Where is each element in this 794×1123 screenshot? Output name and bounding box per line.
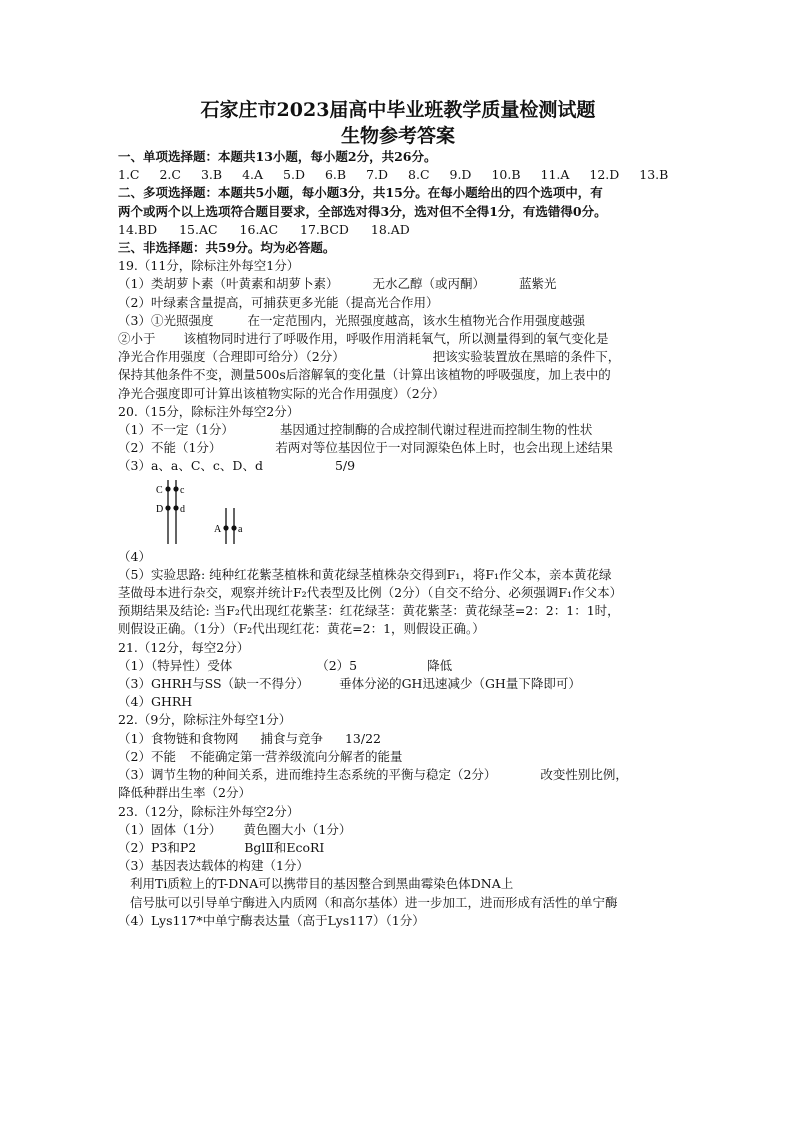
answer: 16.AC — [239, 221, 279, 237]
q19-heading: 19.（11分，除标注外每空1分） — [118, 258, 300, 274]
q20-heading: 20.（15分，除标注外每空2分） — [118, 403, 300, 419]
q23-line: （3）基因表达载体的构建（1分） — [118, 858, 309, 874]
q23-answer: （1）固体（1分） — [118, 821, 222, 837]
q23-answer: （2）P3和P2 — [118, 839, 197, 855]
q22-answer: 捕食与竞争 — [260, 730, 323, 746]
q21-answer: 垂体分泌的GH迅速减少（GH量下降即可） — [339, 676, 581, 692]
q22-line — [118, 748, 678, 766]
q19-answer: 在一定范围内，光照强度越高，该水生植物光合作用强度越强 — [247, 312, 585, 328]
q23-heading: 23.（12分，除标注外每空2分） — [118, 803, 300, 819]
q21-line — [118, 675, 678, 693]
answer: 18.AD — [370, 221, 410, 237]
q23-line: （4）Lys117*中单宁酶表达量（高于Lys117）（1分） — [118, 912, 425, 928]
q22-line: 降低种群出生率（2分） — [118, 785, 251, 801]
q19-line: 净光合强度即可计算出该植物实际的光合作用强度）（2分） — [118, 385, 445, 401]
q21-line: （4）GHRH — [118, 694, 193, 710]
q20-line: （5）实验思路: 纯种红花紫茎植株和黄花绿茎植株杂交得到F₁，将F₁作父本，亲本黄花绿 — [118, 566, 612, 582]
allele-label: C — [156, 484, 163, 496]
q19-answer: （1）类胡萝卜素（叶黄素和胡萝卜素） — [118, 276, 339, 292]
q20-line: （4） — [118, 548, 151, 564]
q19-line — [118, 348, 678, 366]
q23-line: 信号肽可以引导单宁酶进入内质网（和高尔基体）进一步加工，进而形成有活性的单宁酶 — [130, 894, 618, 910]
allele-label: d — [180, 503, 185, 515]
q21-answer: （2）5 — [316, 657, 358, 673]
q22-answer: （3）调节生物的种间关系，进而维持生态系统的平衡与稳定（2分） — [118, 767, 497, 783]
q23-answer: 黄色圈大小（1分） — [243, 821, 352, 837]
q22-answer: 13/22 — [344, 730, 382, 746]
answer: 14.BD — [118, 221, 158, 237]
q22-line — [118, 730, 678, 748]
q20-answer: 5/9 — [334, 458, 356, 474]
answer: 2.C — [159, 167, 181, 183]
q22-answer: 改变性别比例， — [540, 767, 628, 783]
q19-line — [118, 330, 678, 348]
answer: 7.D — [366, 167, 389, 183]
answer: 12.D — [589, 167, 620, 183]
q19-line: （2）叶绿素含量提高，可捕获更多光能（提高光合作用） — [118, 294, 439, 310]
chromosome-diagram — [118, 478, 678, 548]
answer-sheet — [118, 98, 678, 930]
gene-locus-dot — [165, 505, 170, 510]
chromosome-svg — [146, 478, 256, 548]
q21-answer: 降低 — [427, 657, 453, 673]
q23-answer: BglⅡ和EcoRⅠ — [244, 839, 325, 855]
q23-line — [118, 839, 678, 857]
q20-line — [118, 457, 678, 475]
q20-answer: 基因通过控制酶的合成控制代谢过程进而控制生物的性状 — [279, 422, 593, 438]
q23-line: 利用Ti质粒上的T-DNA可以携带目的基因整合到黑曲霉染色体DNA上 — [130, 876, 514, 892]
section-2-heading: 二、多项选择题：本题共5小题，每小题3分，共15分。在每小题给出的四个选项中，有 — [118, 185, 603, 201]
q20-line: 茎做母本进行杂交，观察并统计F₂代表型及比例（2分）（自交不给分、必须强调F₁作父本） — [118, 585, 623, 601]
gene-locus-dot — [173, 486, 178, 491]
page-subtitle: 生物参考答案 — [340, 125, 455, 147]
gene-locus-dot — [165, 486, 170, 491]
q22-answer: （2）不能 — [118, 748, 176, 764]
allele-label: a — [238, 523, 243, 535]
section-2-answers — [118, 221, 678, 239]
q19-line — [118, 275, 678, 293]
q19-answer: 该植物同时进行了呼吸作用，呼吸作用消耗氧气，所以测量得到的氧气变化是 — [183, 331, 609, 347]
answer: 15.AC — [179, 221, 218, 237]
page-title: 石家庄市2023届高中毕业班教学质量检测试题 — [200, 99, 596, 121]
gene-locus-dot — [231, 525, 236, 530]
q23-line — [118, 821, 678, 839]
q21-line — [118, 657, 678, 675]
q19-line: 保持其他条件不变，测量500s后溶解氧的变化量（计算出该植物的呼吸强度，加上表中的 — [118, 367, 611, 383]
answer: 6.B — [324, 167, 347, 183]
q22-answer: 不能确定第一营养级流向分解者的能量 — [189, 748, 403, 764]
answer: 10.B — [491, 167, 521, 183]
q20-line — [118, 421, 678, 439]
answer: 9.D — [449, 167, 472, 183]
allele-label: A — [214, 523, 222, 535]
q19-answer: ②小于 — [118, 331, 156, 347]
gene-locus-dot — [223, 525, 228, 530]
q20-answer: （1）不一定（1分） — [118, 422, 234, 438]
gene-locus-dot — [173, 505, 178, 510]
q21-answer: （3）GHRH与SS（缺一不得分） — [118, 676, 310, 692]
q19-answer: 蓝紫光 — [518, 276, 557, 292]
q19-answer: （3）①光照强度 — [118, 312, 214, 328]
section-1-heading: 一、单项选择题：本题共13小题，每小题2分，共26分。 — [118, 149, 437, 164]
q22-heading: 22.（9分，除标注外每空1分） — [118, 712, 292, 728]
answer: 4.A — [242, 167, 264, 183]
q20-answer: （2）不能（1分） — [118, 440, 222, 456]
q20-answer: （3）a、a、C、c、D、d — [118, 458, 263, 474]
answer: 11.A — [540, 167, 570, 183]
q20-line — [118, 439, 678, 457]
section-1-answers — [118, 166, 678, 184]
q20-line: 则假设正确。（1分）（F₂代出现红花：黄花=2：1，则假设正确。） — [118, 621, 485, 637]
section-2-heading-cont: 两个或两个以上选项符合题目要求，全部选对得3分，选对但不全得1分，有选错得0分。 — [118, 203, 607, 219]
q21-heading: 21.（12分，每空2分） — [118, 639, 250, 655]
answer: 17.BCD — [300, 221, 349, 237]
q19-line — [118, 312, 678, 330]
answer: 1.C — [118, 167, 140, 183]
q20-line: 预期结果及结论: 当F₂代出现红花紫茎：红花绿茎：黄花紫茎：黄花绿茎=2：2：1：1时， — [118, 603, 620, 619]
q22-answer: （1）食物链和食物网 — [118, 730, 239, 746]
answer: 8.C — [408, 167, 430, 183]
section-3-heading: 三、非选择题：共59分。均为必答题。 — [118, 240, 336, 256]
q20-answer: 若两对等位基因位于一对同源染色体上时，也会出现上述结果 — [275, 440, 613, 456]
answer: 13.B — [639, 167, 669, 183]
answer: 5.D — [283, 167, 305, 183]
q21-answer: （1）（特异性）受体 — [118, 657, 233, 673]
allele-label: D — [156, 503, 164, 515]
q22-line — [118, 766, 678, 784]
answer: 3.B — [200, 167, 223, 183]
q19-answer: 无水乙醇（或丙酮） — [372, 276, 485, 292]
allele-label: c — [180, 484, 185, 496]
q19-answer: 净光合作用强度（合理即可给分）（2分） — [118, 349, 345, 365]
q19-answer: 把该实验装置放在黑暗的条件下， — [432, 349, 621, 365]
